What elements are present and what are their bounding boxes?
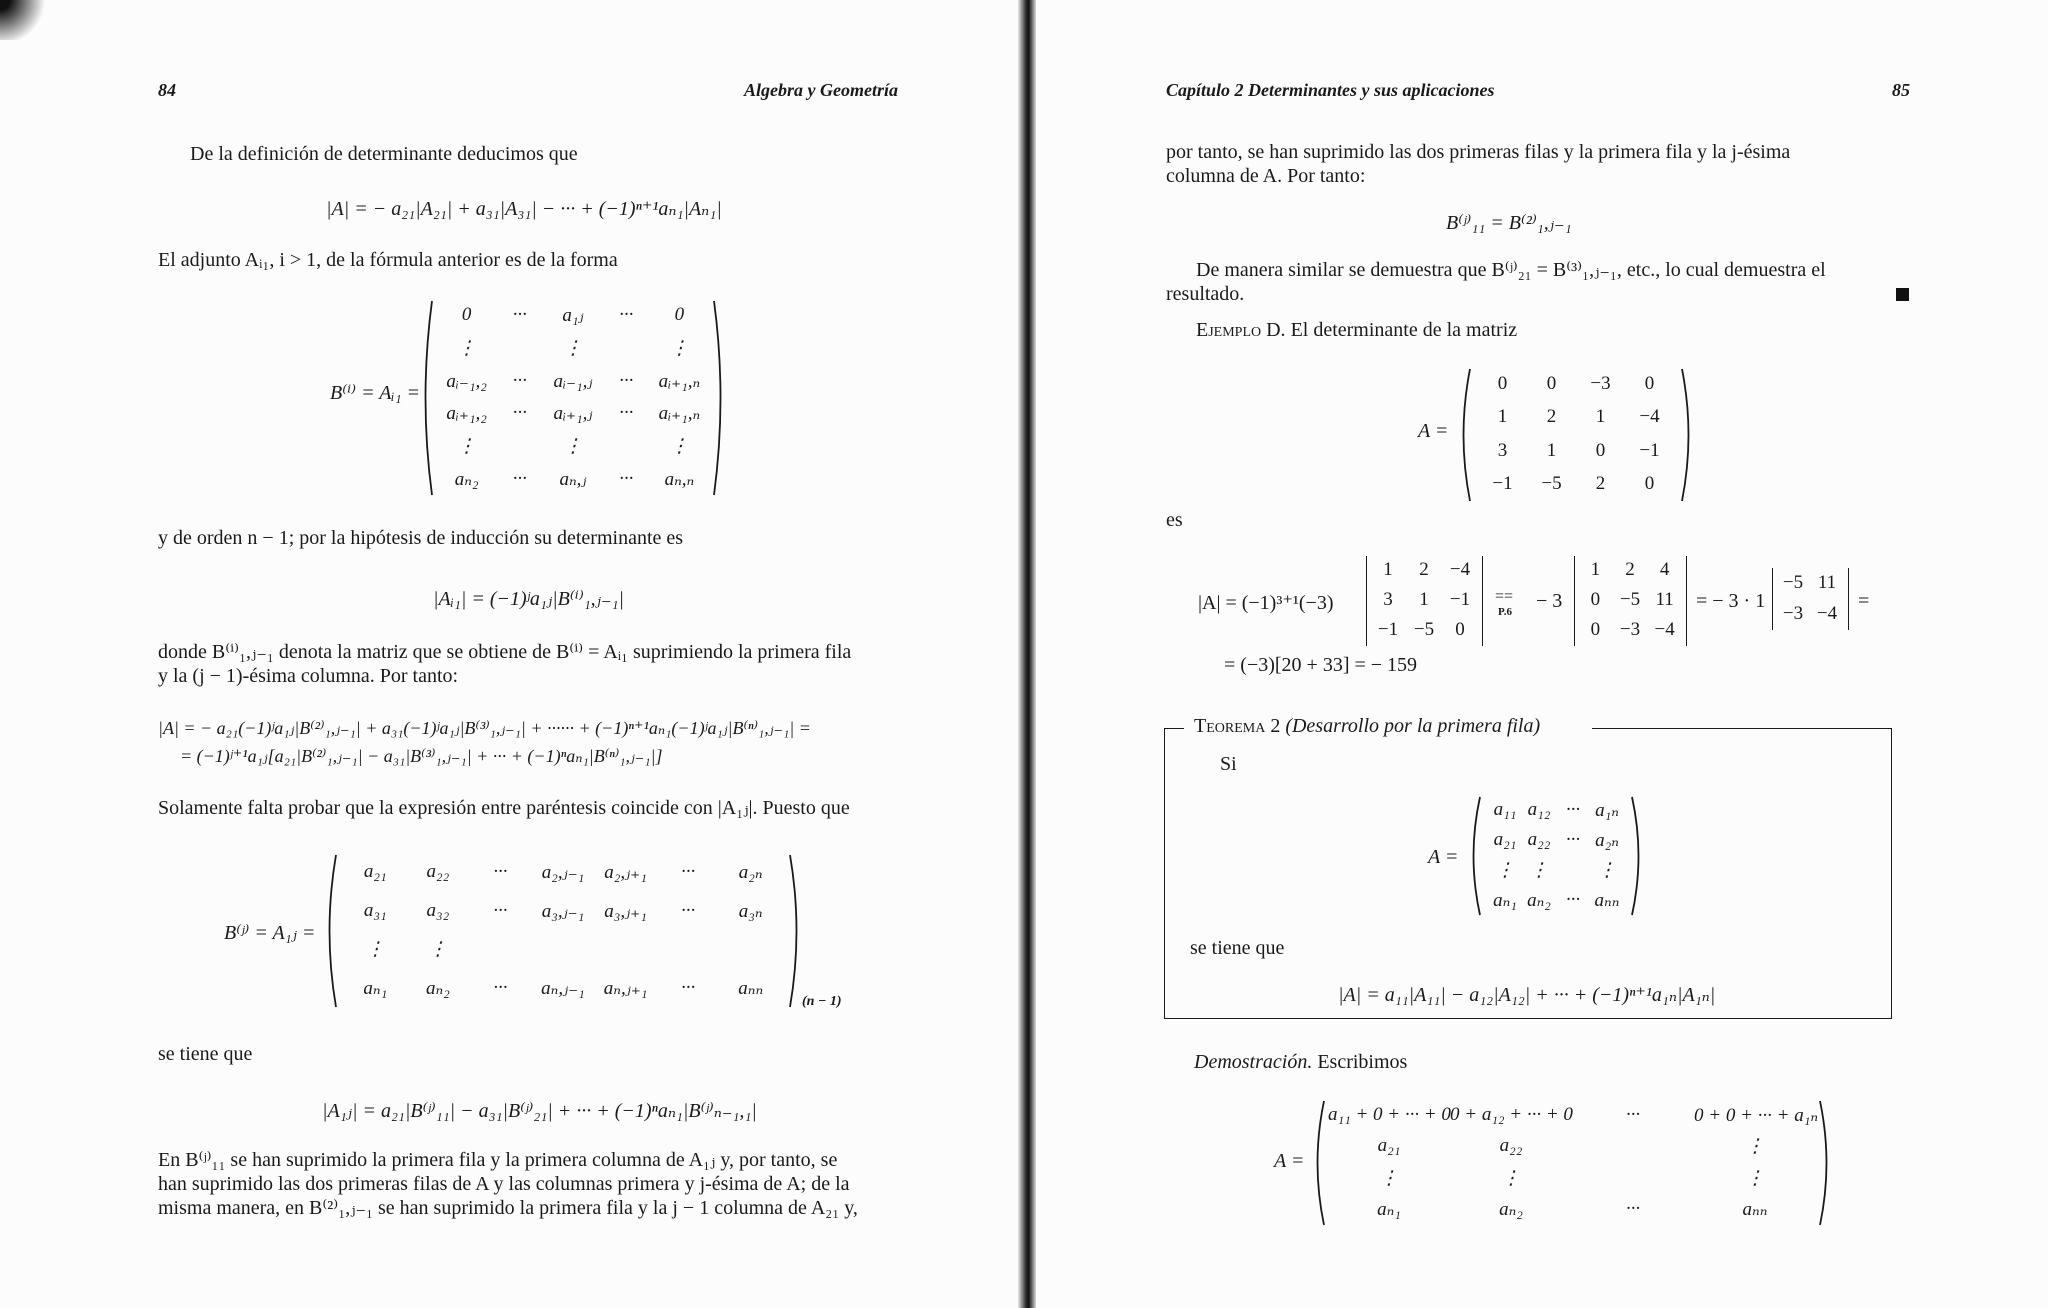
right-parenthesis bbox=[788, 854, 804, 1008]
matrix-entry: aₙ,ⱼ₊₁ bbox=[603, 977, 648, 999]
matrix-label: A = bbox=[1274, 1150, 1305, 1172]
matrix-entry: 0 bbox=[1497, 372, 1508, 394]
matrix-entry: 3 bbox=[1497, 439, 1508, 461]
matrix-entry: 11 bbox=[1817, 571, 1837, 593]
paragraph: Solamente falta probar que la expresión entre paréntesis coincide con |A₁ⱼ|. Puesto que bbox=[158, 797, 850, 819]
left-parenthesis bbox=[1466, 796, 1482, 916]
matrix-entry: −1 bbox=[1492, 473, 1513, 495]
matrix-entry: 2 bbox=[1419, 559, 1429, 580]
matrix-entry: aᵢ₊₁,ₙ bbox=[658, 403, 701, 425]
matrix-entry: 1 bbox=[1383, 559, 1393, 580]
matrix-entry: a₂,ⱼ₋₁ bbox=[541, 862, 585, 884]
matrix-entry: aᵢ₊₁,₂ bbox=[446, 403, 487, 425]
determinant-2x2 bbox=[1768, 568, 1852, 630]
matrix-label: B⁽ⁱ⁾ = Aᵢ₁ = bbox=[330, 382, 421, 404]
determinant-bar bbox=[1482, 556, 1483, 646]
matrix-order: (n − 1) bbox=[802, 994, 842, 1009]
matrix-entry: ··· bbox=[1625, 1198, 1641, 1220]
matrix-entry: ⋮ bbox=[1501, 1167, 1521, 1189]
matrix-entry: ··· bbox=[512, 467, 527, 489]
matrix-entry: −1 bbox=[1377, 619, 1399, 640]
paragraph: El adjunto Aᵢ₁, i > 1, de la fórmula anterior es de la forma bbox=[158, 249, 618, 271]
matrix-entry: 1 bbox=[1590, 559, 1601, 580]
matrix-entry: −5 bbox=[1541, 473, 1562, 495]
matrix-entry: 0 bbox=[1644, 473, 1655, 495]
matrix-entry: ⋮ bbox=[1495, 860, 1515, 881]
matrix-entry: ··· bbox=[681, 899, 696, 921]
example-text: El determinante de la matriz bbox=[1290, 319, 1518, 341]
equation: |A₁ⱼ| = a₂₁|B⁽ʲ⁾₁₁| − a₃₁|B⁽ʲ⁾₂₁| + ··· + (−1)ⁿaₙ₁|B⁽ʲ⁾ₙ₋₁,₁| bbox=[322, 1100, 757, 1122]
matrix-entry: 11 bbox=[1655, 589, 1674, 610]
matrix-entry: aₙ₂ bbox=[454, 468, 479, 490]
equation: |A| = − a₂₁(−1)ʲa₁ⱼ|B⁽²⁾₁,ⱼ₋₁| + a₃₁(−1)ʲa₁ⱼ|B⁽³⁾₁,ⱼ₋₁| + ······ + (−1)ⁿ⁺¹aₙ₁(−1)ʲa₁ⱼ|B⁽ⁿ⁾₁,ⱼ₋₁| = bbox=[158, 718, 811, 738]
matrix-entry: ⋮ bbox=[669, 436, 689, 457]
det-result: = (−3)[20 + 33] = − 159 bbox=[1224, 654, 1418, 676]
matrix-entry: a₂ₙ bbox=[1595, 830, 1619, 851]
paragraph: resultado. bbox=[1166, 283, 1245, 305]
right-parenthesis bbox=[1630, 796, 1646, 916]
matrix-entry: a₁ⱼ bbox=[562, 305, 584, 327]
matrix-entry: a₁ₙ bbox=[1595, 800, 1619, 821]
matrix-entry: 3 bbox=[1383, 589, 1393, 610]
matrix-entry: ⋮ bbox=[365, 939, 385, 961]
left-parenthesis bbox=[1310, 1100, 1326, 1226]
matrix-entry: ⋮ bbox=[563, 436, 583, 457]
matrix-entry: a₂₂ bbox=[1499, 1135, 1523, 1157]
matrix-entry: ··· bbox=[619, 402, 634, 424]
matrix-entry: a₁₁ bbox=[1493, 799, 1517, 820]
left-parenthesis bbox=[322, 854, 338, 1008]
matrix-entry: ··· bbox=[619, 467, 634, 489]
scalar: − 3 bbox=[1536, 590, 1563, 612]
matrix-entry: a₃ₙ bbox=[738, 900, 763, 922]
matrix-entry: 0 bbox=[1595, 439, 1606, 461]
proof-heading bbox=[1194, 1050, 1407, 1074]
running-head: Algebra y Geometría bbox=[744, 80, 898, 100]
matrix-entry: ⋮ bbox=[563, 338, 583, 359]
matrix-entry: ··· bbox=[512, 402, 527, 424]
determinant-bar bbox=[1848, 568, 1849, 630]
page-number: 84 bbox=[158, 80, 176, 100]
equation: = (−1)ʲ⁺¹a₁ⱼ[a₂₁|B⁽²⁾₁,ⱼ₋₁| − a₃₁|B⁽³⁾₁,ⱼ₋₁| + ··· + (−1)ⁿaₙ₁|B⁽ⁿ⁾₁,ⱼ₋₁|] bbox=[180, 746, 663, 766]
scalar-product: = − 3 · 1 bbox=[1696, 590, 1766, 612]
matrix-entry: 0 bbox=[674, 304, 685, 326]
example-label: Ejemplo D. bbox=[1196, 319, 1286, 341]
matrix-entry: aₙ₁ bbox=[1493, 890, 1517, 911]
matrix-A-general bbox=[1466, 796, 1646, 916]
left-page bbox=[0, 0, 1018, 1308]
matrix-entry: a₃,ⱼ₋₁ bbox=[541, 900, 585, 922]
matrix-entry: 0 bbox=[461, 304, 472, 326]
equation: |A| = − a₂₁|A₂₁| + a₃₁|A₃₁| − ··· + (−1)ⁿ⁺¹aₙ₁|Aₙ₁| bbox=[326, 198, 722, 220]
matrix-entry: 2 bbox=[1625, 559, 1635, 580]
theorem-box-top-left bbox=[1164, 728, 1184, 729]
matrix-entry: −1 bbox=[1639, 439, 1660, 461]
matrix-entry: ··· bbox=[1565, 799, 1581, 820]
matrix-entry: a₂₂ bbox=[426, 861, 450, 883]
matrix-entry: ··· bbox=[1565, 889, 1581, 910]
matrix-entry: aᵢ₋₁,ⱼ bbox=[553, 370, 593, 392]
property-ref: P.6 bbox=[1498, 606, 1512, 618]
matrix-entry: ⋮ bbox=[1745, 1136, 1765, 1158]
matrix-entry: ··· bbox=[619, 304, 634, 326]
matrix-entry: aₙₙ bbox=[1742, 1199, 1768, 1221]
matrix-entry: 0 bbox=[1590, 619, 1601, 640]
matrix-entry: −5 bbox=[1619, 589, 1641, 610]
paragraph: columna de A. Por tanto: bbox=[1166, 165, 1366, 187]
matrix-entry: a₁₂ bbox=[1527, 799, 1551, 820]
paragraph: De manera similar se demuestra que B⁽ʲ⁾₂₁ = B⁽³⁾₁,ⱼ₋₁, etc., lo cual demuestra el bbox=[1196, 259, 1826, 281]
matrix-entry: aₙ₁ bbox=[363, 977, 388, 999]
matrix-entry: a₂₂ bbox=[1527, 829, 1551, 850]
matrix-entry: ⋮ bbox=[457, 436, 477, 457]
matrix-A-expanded bbox=[1310, 1100, 1834, 1226]
matrix-entry: ⋮ bbox=[669, 338, 689, 359]
matrix-label: A = bbox=[1428, 846, 1459, 868]
matrix-entry: −3 bbox=[1590, 372, 1611, 394]
matrix-entry: a₂₁ bbox=[1377, 1135, 1401, 1157]
determinant-3x3-b bbox=[1570, 556, 1690, 646]
matrix-entry: 0 bbox=[1546, 372, 1557, 394]
matrix-entry: aₙ₂ bbox=[1527, 890, 1551, 911]
equation: |Aᵢ₁| = (−1)ʲa₁ⱼ|B⁽ⁱ⁾₁,ⱼ₋₁| bbox=[433, 588, 624, 610]
theorem-box-top-right bbox=[1592, 728, 1892, 729]
equation: B⁽ʲ⁾₁₁ = B⁽²⁾₁,ⱼ₋₁ bbox=[1446, 212, 1572, 234]
matrix-entry: −5 bbox=[1413, 619, 1435, 640]
matrix-entry: ··· bbox=[681, 861, 696, 883]
matrix-entry: ··· bbox=[493, 861, 508, 883]
proof-text: Escribimos bbox=[1317, 1051, 1408, 1073]
theorem-text: se tiene que bbox=[1190, 937, 1285, 959]
right-parenthesis bbox=[1818, 1100, 1834, 1226]
matrix-entry: 0 bbox=[1644, 372, 1655, 394]
matrix-entry: ··· bbox=[512, 304, 527, 326]
matrix-entry: ⋮ bbox=[1379, 1167, 1399, 1189]
matrix-entry: −1 bbox=[1449, 589, 1471, 610]
paragraph: De la definición de determinante deducimos que bbox=[190, 143, 578, 165]
det-lhs: |A| = (−1)³⁺¹(−3) bbox=[1198, 592, 1334, 614]
theorem-subtitle: (Desarrollo por la primera fila) bbox=[1285, 715, 1541, 737]
matrix-entry: a₃₂ bbox=[426, 899, 450, 921]
matrix-entry: ··· bbox=[512, 369, 527, 391]
matrix-entry: ⋮ bbox=[1529, 860, 1549, 881]
matrix-entry: 2 bbox=[1546, 406, 1557, 428]
matrix-entry: a₂ₙ bbox=[738, 862, 763, 884]
paragraph: y de orden n − 1; por la hipótesis de inducción su determinante es bbox=[158, 527, 684, 549]
equals-operator: == bbox=[1495, 588, 1514, 605]
matrix-entry: 0 + a₁₂ + ··· + 0 bbox=[1450, 1103, 1573, 1125]
paragraph: y la (j − 1)-ésima columna. Por tanto: bbox=[158, 665, 459, 687]
matrix-entry: a₂,ⱼ₊₁ bbox=[604, 862, 647, 884]
matrix-entry: ··· bbox=[681, 976, 696, 998]
equals-operator: = bbox=[1858, 590, 1870, 612]
matrix-entry: ··· bbox=[493, 899, 508, 921]
matrix-entry: −4 bbox=[1654, 619, 1675, 640]
matrix-entry: a₂₁ bbox=[363, 861, 387, 883]
page-shadow-corner bbox=[0, 0, 60, 40]
matrix-entry: aₙ,ₙ bbox=[664, 468, 695, 490]
book-gutter bbox=[1018, 0, 1036, 1308]
matrix-label: B⁽ʲ⁾ = A₁ⱼ = bbox=[224, 922, 316, 944]
left-parenthesis bbox=[418, 300, 434, 496]
matrix-entry: ··· bbox=[1625, 1103, 1641, 1125]
matrix-entry: 4 bbox=[1659, 559, 1670, 580]
theorem-equation: |A| = a₁₁|A₁₁| − a₁₂|A₁₂| + ··· + (−1)ⁿ⁺¹a₁ₙ|A₁ₙ| bbox=[1338, 984, 1716, 1006]
matrix-entry: −5 bbox=[1782, 571, 1804, 593]
right-page bbox=[1036, 0, 2048, 1308]
matrix-entry: a₁₁ + 0 + ··· + 0 bbox=[1328, 1103, 1451, 1125]
matrix-entry: −3 bbox=[1782, 602, 1804, 624]
right-parenthesis bbox=[1680, 368, 1696, 502]
matrix-label: A = bbox=[1418, 420, 1449, 442]
matrix-entry: aᵢ₊₁,ₙ bbox=[658, 370, 701, 392]
paragraph: donde B⁽ⁱ⁾₁,ⱼ₋₁ denota la matriz que se obtiene de B⁽ⁱ⁾ = Aᵢ₁ suprimiendo la primera fila bbox=[158, 641, 852, 663]
qed-square bbox=[1896, 288, 1909, 301]
matrix-entry: a₃₁ bbox=[363, 899, 387, 921]
matrix-entry: 2 bbox=[1595, 473, 1606, 495]
theorem-label: Teorema 2 bbox=[1194, 715, 1281, 737]
matrix-entry: aₙₙ bbox=[1594, 890, 1620, 911]
right-parenthesis bbox=[712, 300, 728, 496]
matrix-entry: aₙ₂ bbox=[425, 977, 450, 999]
matrix-entry: ··· bbox=[1565, 829, 1581, 850]
theorem-title bbox=[1190, 714, 1544, 738]
matrix-A-example bbox=[1456, 368, 1696, 502]
matrix-entry: −4 bbox=[1449, 559, 1471, 580]
matrix-entry: aₙ,ⱼ bbox=[559, 468, 587, 490]
matrix-entry: a₂₁ bbox=[1493, 829, 1517, 850]
determinant-bar bbox=[1772, 568, 1773, 630]
matrix-entry: ⋮ bbox=[1745, 1167, 1765, 1189]
left-parenthesis bbox=[1456, 368, 1472, 502]
matrix-entry: −4 bbox=[1639, 406, 1660, 428]
matrix-entry: aᵢ₊₁,ⱼ bbox=[553, 403, 593, 425]
matrix-entry: aₙₙ bbox=[738, 977, 764, 999]
paragraph: se tiene que bbox=[158, 1043, 253, 1065]
matrix-entry: aₙ₁ bbox=[1377, 1199, 1401, 1221]
paragraph: por tanto, se han suprimido las dos primeras filas y la primera fila y la j-ésima bbox=[1166, 141, 1791, 163]
chapter-head: Capítulo 2 Determinantes y sus aplicaciones bbox=[1166, 80, 1495, 100]
matrix-entry: −3 bbox=[1619, 619, 1641, 640]
matrix-B-j bbox=[322, 854, 804, 1008]
matrix-entry: 0 + 0 + ··· + a₁ₙ bbox=[1694, 1104, 1819, 1126]
paragraph: misma manera, en B⁽²⁾₁,ⱼ₋₁ se han suprimido la primera fila y la j − 1 columna de A₂₁ y, bbox=[158, 1197, 858, 1219]
matrix-entry: 1 bbox=[1497, 406, 1508, 428]
matrix-entry: ⋮ bbox=[457, 338, 477, 359]
matrix-entry: ⋮ bbox=[1597, 860, 1617, 881]
matrix-entry: 1 bbox=[1546, 439, 1557, 461]
matrix-entry: aₙ,ⱼ₋₁ bbox=[541, 977, 585, 999]
example-heading bbox=[1196, 318, 1517, 342]
paragraph: En B⁽ʲ⁾₁₁ se han suprimido la primera fila y la primera columna de A₁ⱼ y, por tanto, se bbox=[158, 1149, 838, 1171]
matrix-entry: a₃,ⱼ₊₁ bbox=[604, 900, 647, 922]
matrix-entry: 1 bbox=[1595, 406, 1606, 428]
matrix-entry: ⋮ bbox=[428, 939, 448, 961]
theorem-text: Si bbox=[1220, 753, 1237, 775]
matrix-entry: aᵢ₋₁,₂ bbox=[446, 370, 487, 392]
determinant-bar bbox=[1686, 556, 1687, 646]
matrix-B-i bbox=[418, 300, 728, 496]
determinant-bar bbox=[1574, 556, 1575, 646]
determinant-bar bbox=[1366, 556, 1367, 646]
determinant-3x3-a bbox=[1362, 556, 1486, 646]
matrix-entry: 0 bbox=[1455, 619, 1465, 640]
matrix-entry: 0 bbox=[1590, 589, 1601, 610]
matrix-entry: 1 bbox=[1419, 589, 1429, 610]
page-number: 85 bbox=[1892, 80, 1910, 100]
paragraph: es bbox=[1166, 509, 1183, 531]
matrix-entry: aₙ₂ bbox=[1499, 1199, 1523, 1221]
paragraph: han suprimido las dos primeras filas de A y las columnas primera y j-ésima de A; de la bbox=[158, 1173, 850, 1195]
proof-label: Demostración. bbox=[1194, 1051, 1313, 1073]
matrix-entry: ··· bbox=[619, 369, 634, 391]
matrix-entry: ··· bbox=[493, 976, 508, 998]
matrix-entry: −4 bbox=[1816, 602, 1838, 624]
